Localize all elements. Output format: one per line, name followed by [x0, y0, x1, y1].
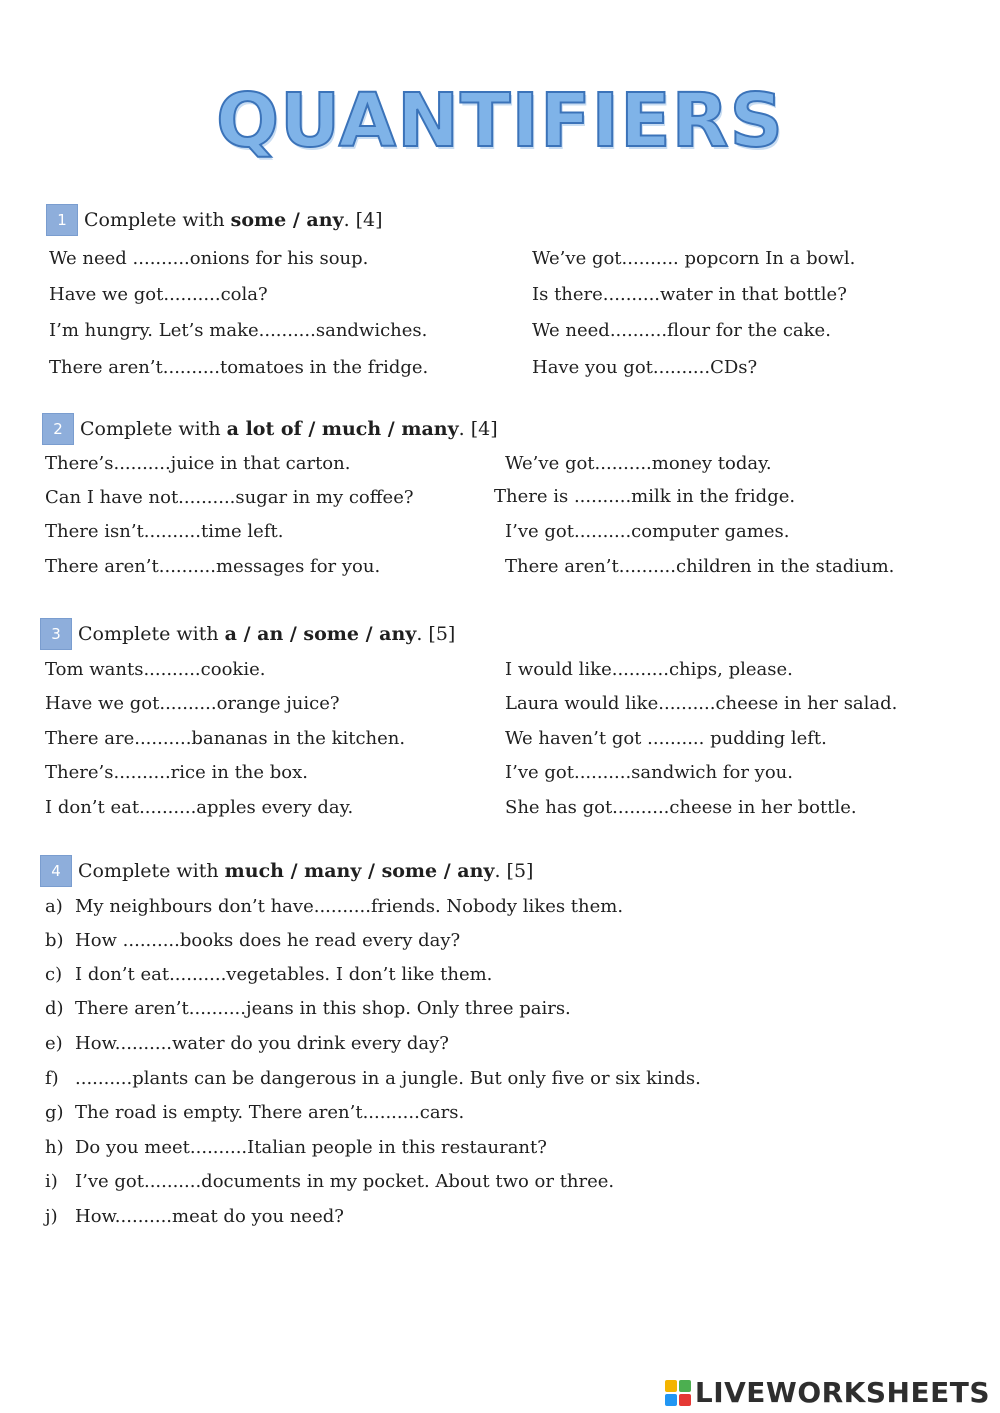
section-instruction: Complete with much / many / some / any. [5]: [78, 860, 534, 882]
logo-square: [665, 1380, 677, 1392]
liveworksheets-logo: [665, 1376, 990, 1409]
list-item: [45, 1033, 449, 1055]
list-item: [45, 1171, 614, 1193]
exercise-line: I’ve got..........sandwich for you.: [505, 762, 793, 783]
section-number-badge: 3: [40, 618, 72, 650]
exercise-line: I’m hungry. Let’s make..........sandwiches.: [49, 320, 428, 341]
item-letter: c): [45, 964, 63, 985]
item-text: My neighbours don’t have..........friends. Nobody likes them.: [75, 896, 624, 917]
exercise-line: Have we got..........cola?: [49, 284, 268, 305]
section-2-header: [42, 413, 498, 445]
item-text: How..........water do you drink every day?: [75, 1033, 449, 1054]
item-letter: g): [45, 1102, 64, 1123]
item-text: I’ve got..........documents in my pocket. About two or three.: [75, 1171, 615, 1192]
exercise-line: There is ..........milk in the fridge.: [494, 486, 796, 507]
list-item: [45, 1102, 464, 1124]
exercise-line: I don’t eat..........apples every day.: [45, 797, 354, 818]
item-text: The road is empty. There aren’t..........cars.: [75, 1102, 465, 1123]
exercise-line: There are..........bananas in the kitchen.: [45, 728, 406, 749]
logo-text: LIVEWORKSHEETS: [694, 1376, 990, 1409]
exercise-line: There isn’t..........time left.: [45, 521, 284, 542]
exercise-line: We’ve got..........money today.: [505, 453, 772, 474]
item-text: ..........plants can be dangerous in a jungle. But only five or six kinds.: [75, 1068, 701, 1089]
exercise-line: There’s..........juice in that carton.: [45, 453, 351, 474]
list-item: [45, 1068, 701, 1090]
item-text: I don’t eat..........vegetables. I don’t like them.: [75, 964, 493, 985]
exercise-line: There aren’t..........messages for you.: [45, 556, 381, 577]
item-text: How ..........books does he read every day?: [75, 930, 461, 951]
section-1-header: [46, 204, 383, 236]
logo-square: [679, 1394, 691, 1406]
list-item: [45, 964, 492, 986]
item-letter: f): [45, 1068, 59, 1089]
exercise-line: We haven’t got .......... pudding left.: [505, 728, 827, 749]
exercise-line: There’s..........rice in the box.: [45, 762, 309, 783]
list-item: [45, 930, 460, 952]
exercise-line: We’ve got.......... popcorn In a bowl.: [532, 248, 856, 269]
item-text: How..........meat do you need?: [75, 1206, 344, 1227]
exercise-line: We need ..........onions for his soup.: [49, 248, 369, 269]
section-number-badge: 2: [42, 413, 74, 445]
logo-square: [665, 1394, 677, 1406]
list-item: [45, 998, 571, 1020]
section-number-badge: 1: [46, 204, 78, 236]
section-instruction: Complete with a / an / some / any. [5]: [78, 623, 456, 645]
exercise-line: She has got..........cheese in her bottle.: [505, 797, 857, 818]
exercise-line: There aren’t..........tomatoes in the fridge.: [49, 357, 429, 378]
exercise-line: Have you got..........CDs?: [532, 357, 758, 378]
list-item: [45, 1206, 344, 1228]
item-text: Do you meet..........Italian people in this restaurant?: [75, 1137, 547, 1158]
item-letter: a): [45, 896, 63, 917]
exercise-line: There aren’t..........children in the stadium.: [505, 556, 895, 577]
exercise-line: Laura would like..........cheese in her salad.: [505, 693, 898, 714]
list-item: [45, 1137, 547, 1159]
section-4-header: [40, 855, 533, 887]
exercise-line: I would like..........chips, please.: [505, 659, 793, 680]
section-instruction: Complete with some / any. [4]: [84, 209, 383, 231]
section-3-header: [40, 618, 455, 650]
item-letter: h): [45, 1137, 64, 1158]
item-text: There aren’t..........jeans in this shop. Only three pairs.: [75, 998, 571, 1019]
exercise-line: I’ve got..........computer games.: [505, 521, 790, 542]
exercise-line: We need..........flour for the cake.: [532, 320, 831, 341]
logo-square: [679, 1380, 691, 1392]
section-instruction: Complete with a lot of / much / many. [4]: [80, 418, 498, 440]
exercise-line: Is there..........water in that bottle?: [532, 284, 847, 305]
item-letter: d): [45, 998, 64, 1019]
item-letter: e): [45, 1033, 63, 1054]
item-letter: j): [45, 1206, 58, 1227]
exercise-line: Tom wants..........cookie.: [45, 659, 266, 680]
item-letter: i): [45, 1171, 58, 1192]
item-letter: b): [45, 930, 64, 951]
exercise-line: Can I have not..........sugar in my coffee?: [45, 487, 414, 508]
list-item: [45, 896, 623, 918]
worksheet-title: QUANTIFIERS: [216, 78, 784, 164]
logo-grid-icon: [665, 1380, 691, 1406]
section-number-badge: 4: [40, 855, 72, 887]
exercise-line: Have we got..........orange juice?: [45, 693, 340, 714]
